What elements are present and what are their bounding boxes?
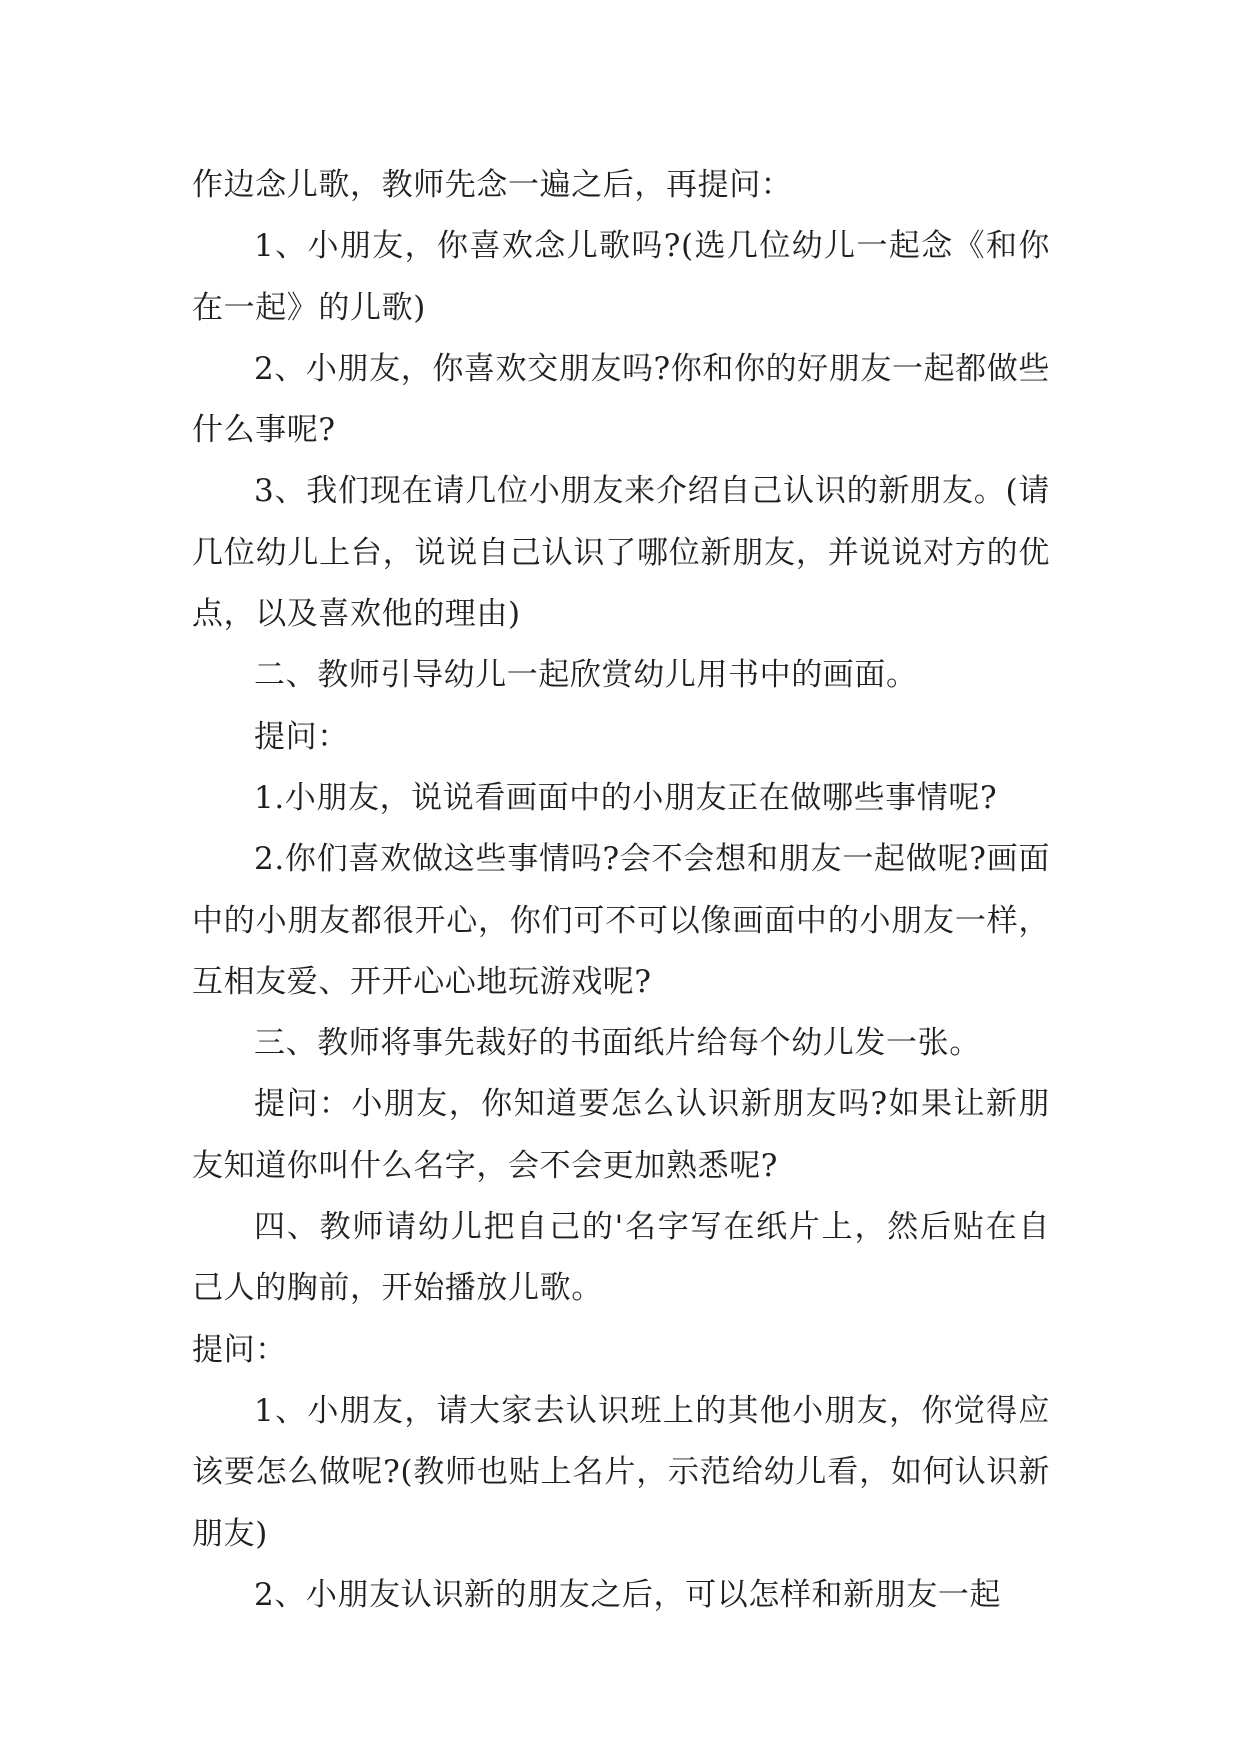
paragraph-section-3: 三、教师将事先裁好的书面纸片给每个幼儿发一张。 [254, 1025, 981, 1062]
paragraph-tiwen-name: 提问：小朋友，你知道要怎么认识新朋友吗?如果让新朋友知道你叫什么名字，会不会更加熟悉呢? [192, 1086, 1050, 1184]
paragraph-item-1: 1.小朋友，说说看画面中的小朋友正在做哪些事情呢? [254, 779, 998, 816]
paragraph-question-meet: 1、小朋友，请大家去认识班上的其他小朋友，你觉得应该要怎么做呢?(教师也贴上名片，示范给幼儿看，如何认识新朋友) [192, 1392, 1050, 1552]
document-body [192, 155, 1050, 1626]
paragraph-question-3: 3、我们现在请几位小朋友来介绍自己认识的新朋友。(请几位幼儿上台，说说自己认识了哪位新朋友，并说说对方的优点，以及喜欢他的理由) [192, 473, 1050, 633]
paragraph-tiwen-unindented: 提问： [192, 1331, 287, 1368]
paragraph-question-1: 1、小朋友，你喜欢念儿歌吗?(选几位幼儿一起念《和你在一起》的儿歌) [192, 228, 1050, 326]
paragraph-section-4: 四、教师请幼儿把自己的'名字写在纸片上，然后贴在自己人的胸前，开始播放儿歌。 [192, 1209, 1050, 1307]
paragraph-tiwen: 提问： [254, 718, 349, 755]
paragraph-continuation: 作边念儿歌，教师先念一遍之后，再提问： [192, 167, 793, 203]
paragraph-item-2: 2.你们喜欢做这些事情吗?会不会想和朋友一起做呢?画面中的小朋友都很开心，你们可不可以像画面中的小朋友一样，互相友爱、开开心心地玩游戏呢? [192, 841, 1050, 1000]
paragraph-section-2: 二、教师引导幼儿一起欣赏幼儿用书中的画面。 [254, 657, 918, 694]
paragraph-question-after: 2、小朋友认识新的朋友之后，可以怎样和新朋友一起 [254, 1576, 1002, 1613]
paragraph-question-2: 2、小朋友，你喜欢交朋友吗?你和你的好朋友一起都做些什么事呢? [192, 350, 1050, 449]
